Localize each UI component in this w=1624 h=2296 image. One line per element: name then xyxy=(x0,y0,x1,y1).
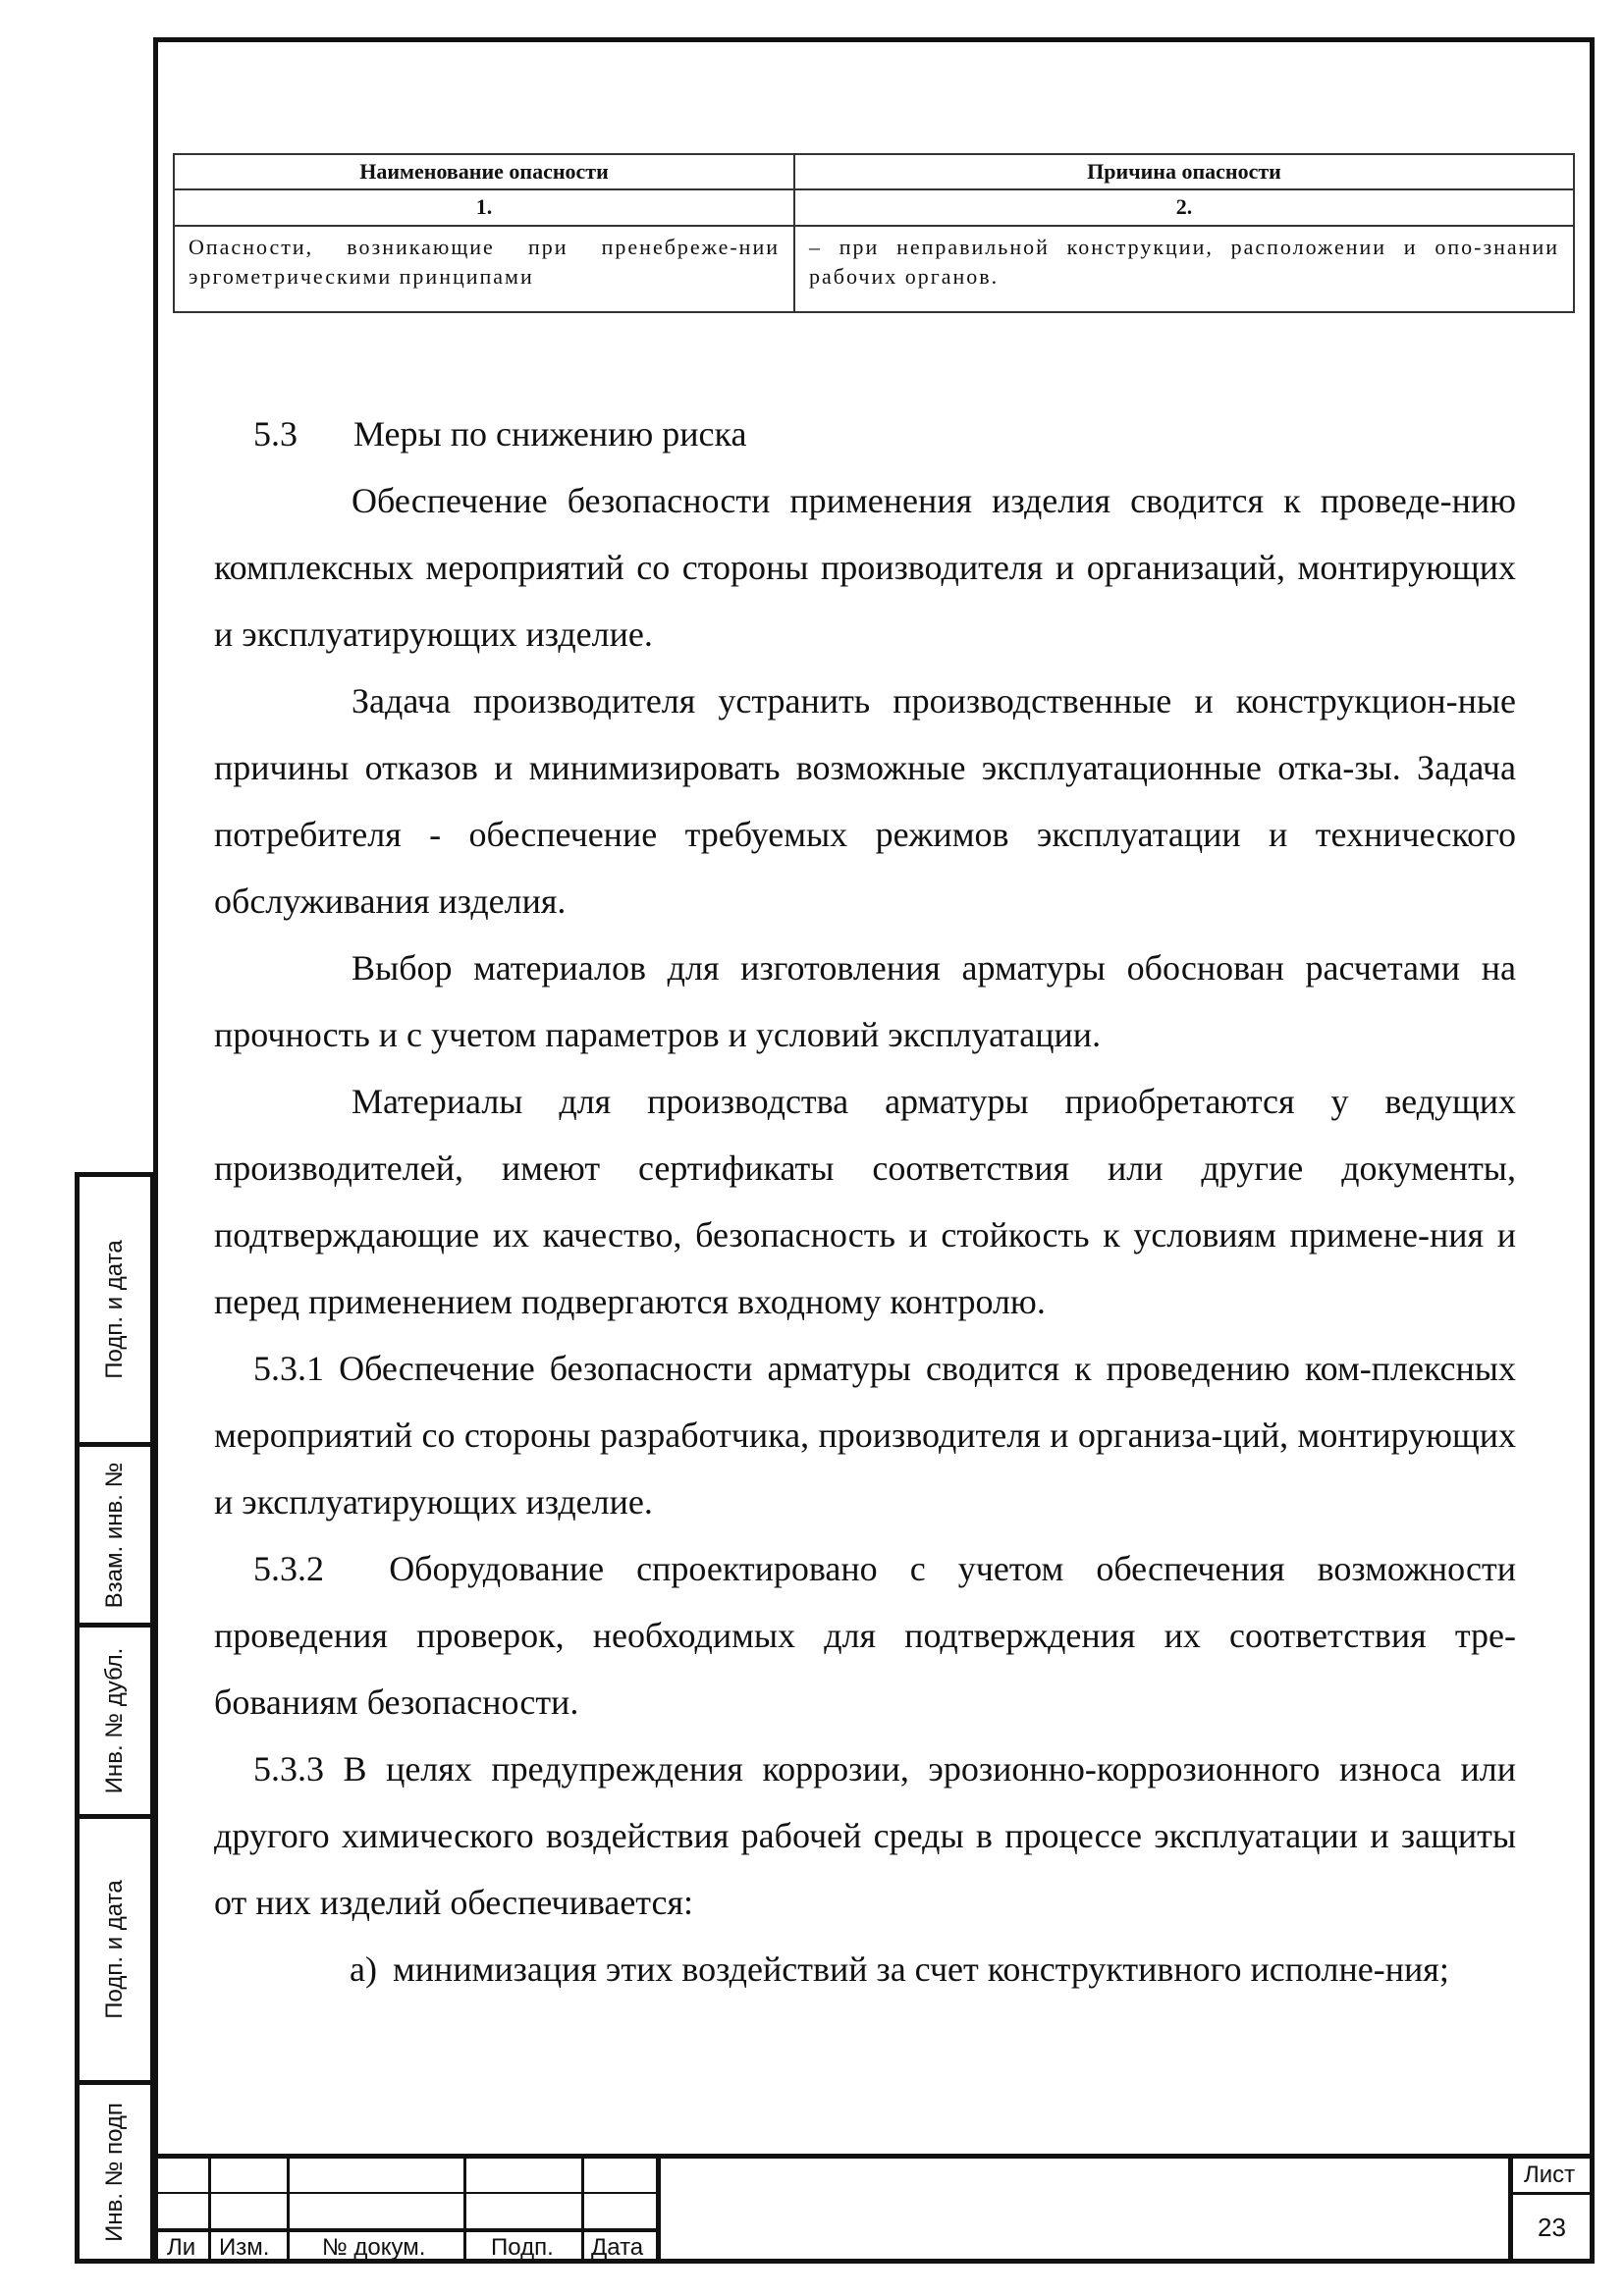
item-number: 5.3.3 xyxy=(253,1749,324,1789)
page-content xyxy=(214,400,1516,2002)
item-text: Оборудование спроектировано с учетом обеспечения возможности проведения проверок, необходимых для подтверждения их соответствия тре-бованиям безопасности. xyxy=(214,1549,1516,1722)
side-label: Взам. инв. № xyxy=(101,1462,128,1608)
numbered-item xyxy=(214,1735,1516,1936)
numbered-item xyxy=(214,1535,1516,1735)
side-box-sign-date-top xyxy=(75,1172,155,1447)
side-label: Подп. и дата xyxy=(101,1880,128,2019)
item-text: В целях предупреждения коррозии, эрозионно-коррозионного износа или другого химического воздействия рабочей среды в процессе эксплуатации и защиты от них изделий обеспечивается: xyxy=(214,1749,1517,1922)
stamp-col-label: Ли xyxy=(167,2234,196,2261)
side-label: Инв. № дубл. xyxy=(101,1647,128,1794)
paragraph: Выбор материалов для изготовления арматуры обоснован расчетами на прочность и с учетом параметров и условий эксплуатации. xyxy=(214,948,1516,1054)
numbered-item xyxy=(214,1335,1516,1535)
table-number-cell: 1. xyxy=(174,189,794,225)
side-label: Инв. № подп xyxy=(101,2102,128,2242)
list-text: минимизация этих воздействий за счет конструктивного исполне-ния; xyxy=(393,1949,1449,1989)
hazard-table xyxy=(173,153,1575,313)
side-box-orig-inv xyxy=(75,2080,155,2264)
side-label: Подп. и дата xyxy=(101,1240,128,1379)
stamp-col-label: № докум. xyxy=(322,2234,426,2261)
paragraph: Обеспечение безопасности применения изделия сводится к проведе-нию комплексных мероприятий со стороны производителя и организаций, монтирующих и эксплуатирующих изделие. xyxy=(214,481,1516,654)
item-number: 5.3.2 xyxy=(253,1549,324,1588)
list-item xyxy=(350,1936,1516,2002)
item-text: Обеспечение безопасности арматуры сводится к проведению ком-плексных мероприятий со стороны разработчика, производителя и организа-ций, монтирующих и эксплуатирующих изделие. xyxy=(214,1349,1516,1522)
section-heading xyxy=(214,400,1516,467)
section-title: Меры по снижению риска xyxy=(353,414,747,454)
table-header-cell: Причина опасности xyxy=(794,154,1574,189)
sheet-label: Лист xyxy=(1524,2162,1576,2188)
table-number-cell: 2. xyxy=(794,189,1574,225)
table-cell: – при неправильной конструкции, расположении и опо-знании рабочих органов. xyxy=(794,226,1574,313)
paragraph: Задача производителя устранить производственные и конструкцион-ные причины отказов и минимизировать возможные эксплуатационные отка-зы. Задача потребителя - обеспечение требуемых режимов эксплуатации и технического обслуживания изделия. xyxy=(214,681,1516,921)
table-row xyxy=(174,226,1574,313)
side-box-replace-inv xyxy=(75,1442,155,1628)
table-cell: Опасности, возникающие при пренебреже-нии эргометрическими принципами xyxy=(174,226,794,313)
table-header-cell: Наименование опасности xyxy=(174,154,794,189)
table-header-row xyxy=(174,154,1574,189)
stamp-col-label: Подп. xyxy=(491,2234,554,2261)
list-marker: а) xyxy=(350,1949,377,1989)
side-box-dup-inv xyxy=(75,1623,155,1819)
side-box-sign-date-bottom xyxy=(75,1814,155,2085)
section-number: 5.3 xyxy=(253,414,298,454)
stamp-col-label: Дата xyxy=(591,2234,644,2261)
item-number: 5.3.1 xyxy=(253,1349,324,1388)
stamp-col-label: Изм. xyxy=(219,2234,270,2261)
paragraph: Материалы для производства арматуры приобретаются у ведущих производителей, имеют сертификаты соответствия или другие документы, подтверждающие их качество, безопасность и стойкость к условиям примене-ния и перед применением подвергаются входному контролю. xyxy=(214,1082,1516,1321)
sheet-number: 23 xyxy=(1538,2213,1566,2242)
table-number-row xyxy=(174,189,1574,225)
